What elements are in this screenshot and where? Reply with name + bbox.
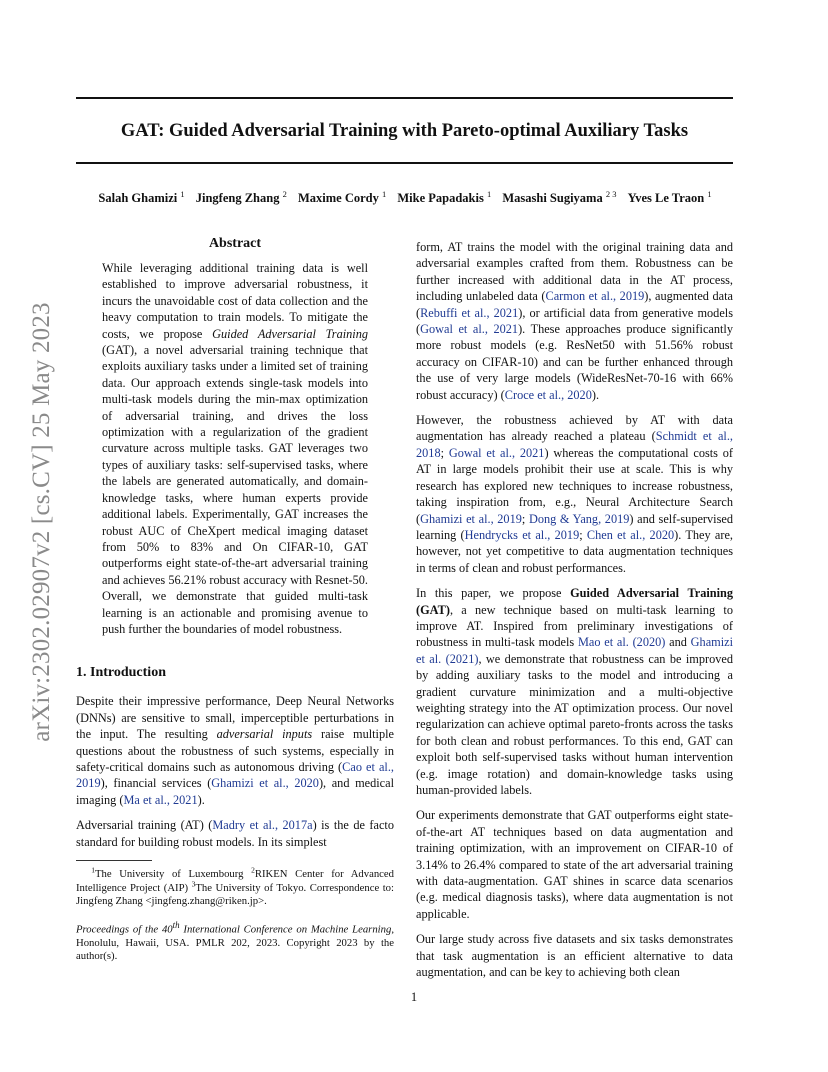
citation-link[interactable]: Cao et al., 2019 <box>76 759 394 791</box>
arxiv-identifier[interactable]: arXiv:2302.02907v2 [cs.CV] 25 May 2023 <box>28 302 55 742</box>
body-paragraph: Our experiments demonstrate that GAT outperforms eight state-of-the-art AT techniques based on data augmentation and training optimization, with an improvement on CIFAR-10 of 3.14% to 26.4% compared to state of the art adversarial training with data-augmentation. GAT shines in scarce data scenarios (e.g. medical diagnosis tasks), where data augmentation is not applicable. <box>416 808 733 921</box>
footnote-rule <box>76 860 152 861</box>
author: Yves Le Traon $^1$ <box>627 188 712 205</box>
citation-link[interactable]: Croce et al., 2020 <box>504 387 592 402</box>
author: Maxime Cordy $^1$ <box>297 188 387 205</box>
body-paragraph: Our large study across five datasets and six tasks demonstrates that task augmentation is an efficient alternative to data augmentation, and can be key to achieving both clean <box>416 932 733 980</box>
citation-link[interactable]: Carmon et al., 2019 <box>545 289 645 304</box>
citation-link[interactable]: Ma et al., 2021 <box>123 792 198 807</box>
citation-link[interactable]: Gowal et al., 2021 <box>420 322 519 337</box>
affiliation-footnote: $^1$The University of Luxembourg $^2$RIKEN Center for Advanced Intelligence Project (AIP) $^3$The University of Tokyo. Correspondence to: Jingfeng Zhang <jingfeng.zhang@riken.jp>. <box>76 865 395 907</box>
author: Jingfeng Zhang $^2$ <box>195 188 287 205</box>
author-list <box>40 190 770 206</box>
citation-link[interactable]: Chen et al., 2020 <box>586 527 675 542</box>
abstract-body <box>76 260 394 637</box>
top-rule <box>76 97 733 99</box>
intro-paragraph-2: Adversarial training (AT) (Madry et al., 2017a) is the de facto standard for building robust models. In its simplest <box>76 818 394 849</box>
citation-link[interactable]: Mao et al. (2020) <box>577 635 666 650</box>
citation-link[interactable]: Ghamizi et al., 2019 <box>420 511 522 526</box>
citation-link[interactable]: Madry et al., 2017a <box>212 818 313 833</box>
proceedings-note: Proceedings of the 40th International Conference on Machine Learning, Honolulu, Hawaii, USA. PMLR 202, 2023. Copyright 2023 by the author(s). <box>76 919 394 963</box>
citation-link[interactable]: Dong & Yang, 2019 <box>528 511 630 526</box>
citation-link[interactable]: Schmidt et al., 2018 <box>416 429 733 460</box>
citation-link[interactable]: Hendrycks et al., 2019 <box>464 527 580 542</box>
citation-link[interactable]: Ghamizi et al., 2020 <box>211 776 319 791</box>
author: Mike Papadakis $^1$ <box>397 188 492 205</box>
intro-paragraph-1: Despite their impressive performance, Deep Neural Networks (DNNs) are sensitive to small, imperceptible perturbations in the input. The resulting adversarial inputs raise multiple questions about the robustness of such systems, especially in safety-critical domains such as autonomous driving (Cao et al., 2019), financial services (Ghamizi et al., 2020), and medical imaging (Ma et al., 2021). <box>76 694 395 807</box>
body-paragraph: In this paper, we propose Guided Adversarial Training (GAT), a new technique based on multi-task learning to improve AT. Inspired from preliminary investigations of robustness in multi-task models Mao et al. (2020) and Ghamizi et al. (2021), we demonstrate that robustness can be improved by adding auxiliary tasks to the model and introducing a gradient curvature minimization and a multi-objective weighting strategy into the AT optimization process. Our novel regularization can achieve optimal pareto-fronts across the tasks for both clean and robust performances. To this end, GAT can exploit both self-supervised tasks without human intervention (e.g. image rotation) and domain-knowledge tasks using human-provided labels. <box>416 586 734 797</box>
author: Salah Ghamizi $^1$ <box>98 188 185 205</box>
body-paragraph: However, the robustness achieved by AT with data augmentation has already reached a plateau (Schmidt et al., 2018; Gowal et al., 2021) whereas the computational costs of AT in large models prohibit their use at scale. This is why research has explored new techniques to increase robustness, taking inspiration from, e.g., Neural Architecture Search (Ghamizi et al., 2019; Dong & Yang, 2019) and self-supervised learning (Hendrycks et al., 2019; Chen et al., 2020). They are, however, not yet competitive to data augmentation techniques in terms of clean and robust performances. <box>416 413 734 575</box>
author: Masashi Sugiyama $^{2 3}$ <box>502 188 617 205</box>
section-heading-introduction: 1. Introduction <box>76 665 166 681</box>
right-column <box>416 239 733 980</box>
citation-link[interactable]: Rebuffi et al., 2021 <box>420 305 519 320</box>
abstract-paragraph: While leveraging additional training data is well established to improve adversarial robustness, it incurs the unavoidable cost of data collection and the heavy computation to train models. To mitigate the costs, we propose Guided Adversarial Training (GAT), a novel adversarial training technique that exploits auxiliary tasks under a limited set of training data. Our approach extends single-task models into multi-task models during the min-max optimization of adversarial training, and drives the loss optimization with a regularization of the gradient curvature across multiple tasks. GAT leverages two types of auxiliary tasks: self-supervised tasks, where the labels are generated automatically, and domain-knowledge tasks, where human experts provide additional labels. Experimentally, GAT increases the robust AUC of CheXpert medical imaging dataset from 50% to 83% and On CIFAR-10, GAT outperforms eight state-of-the-art adversarial training and achieves 56.21% robust accuracy with Resnet-50. Overall, we demonstrate that guided multi-task learning is an actionable and promising avenue to push further the boundaries of model robustness. <box>102 261 368 636</box>
abstract-heading: Abstract <box>208 236 262 251</box>
citation-link[interactable]: Ghamizi et al. (2021) <box>416 635 734 666</box>
page-number: 1 <box>410 990 418 1004</box>
paper-title: GAT: Guided Adversarial Training with Pareto-optimal Auxiliary Tasks <box>120 121 689 141</box>
title-bottom-rule <box>76 162 733 164</box>
citation-link[interactable]: Gowal et al., 2021 <box>448 445 545 460</box>
body-paragraph: form, AT trains the model with the original training data and adversarial examples crafted from them. Robustness can be further increased with additional data in the AT process, including unlabeled data (Carmon et al., 2019), augmented data (Rebuffi et al., 2021), or artificial data from generative models (Gowal et al., 2021). These approaches produce significantly more robust models (e.g. ResNet50 with 51.56% robust accuracy on CIFAR-10) and can be further enhanced through the use of very large models (WideResNet-70-16 with 66% robust accuracy) (Croce et al., 2020). <box>416 240 733 402</box>
left-column <box>76 235 394 964</box>
